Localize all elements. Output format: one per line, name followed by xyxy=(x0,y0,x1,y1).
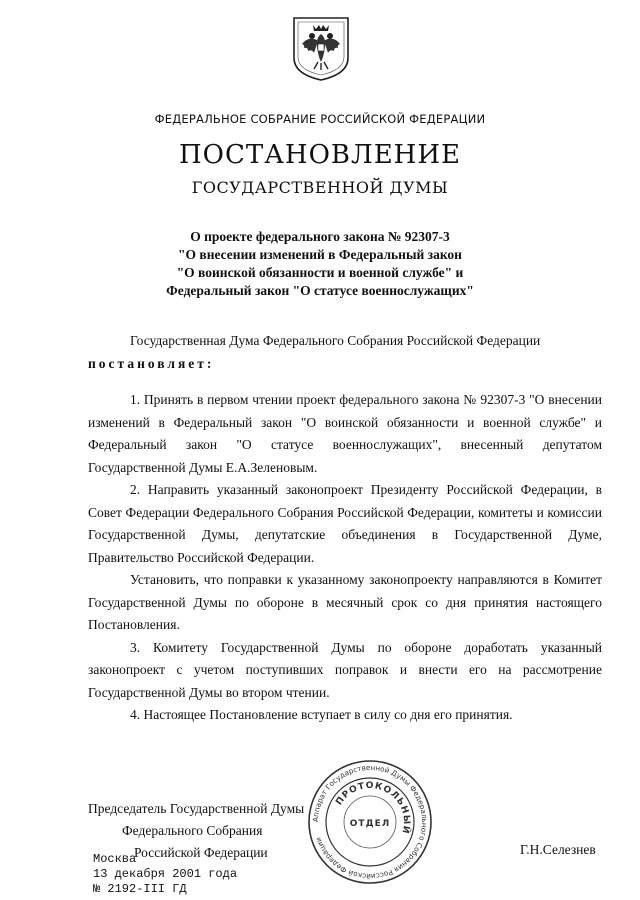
paragraph-2: 2. Направить указанный законопроект Президенту Российской Федерации, в Совет Федерации Федерального Собрания Российской Федерации, комитеты и комиссии Государственной Думы, депутатские объединения в Государственной Думе, Правительство Российской Федерации. xyxy=(88,482,602,565)
paragraph-1: 1. Принять в первом чтении проект федерального закона № 92307-3 "О внесении изменений в Федеральный закон "О воинской обязанности и военной службе" и Федеральный закон "О статусе военнослужащих", внесенный депутатом Государственной Думы Е.А.Зеленовым. xyxy=(88,392,602,475)
issue-details xyxy=(93,852,237,897)
paragraph-2-amendments: Установить, что поправки к указанному законопроекту направляются в Комитет Государственной Думы по обороне в месячный срок со дня принятия настоящего Постановления. xyxy=(88,572,602,632)
signatory-title-line: Федерального Собрания xyxy=(122,823,263,838)
document-issuer: ГОСУДАРСТВЕННОЙ ДУМЫ xyxy=(191,178,449,197)
intro-paragraph: Государственная Дума Федерального Собрания Российской Федерации xyxy=(130,333,541,348)
issue-date: 13 декабря 2001 года xyxy=(93,867,238,881)
subject-line: О проекте федерального закона № 92307-3 xyxy=(190,229,450,244)
signatory-name: Г.Н.Селезнев xyxy=(520,842,596,857)
organization-name: ФЕДЕРАЛЬНОЕ СОБРАНИЕ РОССИЙСКОЙ ФЕДЕРАЦИИ xyxy=(154,112,486,126)
signatory-title-line: Председатель Государственной Думы xyxy=(88,801,305,816)
paragraph-4: 4. Настоящее Постановление вступает в силу со дня его принятия. xyxy=(130,707,513,722)
subject-line: "О внесении изменений в Федеральный закон xyxy=(178,247,462,262)
stamp-center-text: ОТДЕЛ xyxy=(349,819,391,829)
decree-word: постановляет: xyxy=(88,355,215,371)
signatory-title-line: Российской Федерации xyxy=(134,845,268,860)
official-stamp xyxy=(306,758,434,886)
subject-line: Федеральный закон "О статусе военнослужащих" xyxy=(166,283,474,298)
document-body xyxy=(88,330,602,727)
stamp-outer-text: Аппарат Государственной Думы Федерального Собрания Российской Федерации xyxy=(310,762,430,882)
document-type: ПОСТАНОВЛЕНИЕ xyxy=(178,140,461,170)
subject-line: "О воинской обязанности и военной службе" и xyxy=(176,265,464,280)
paragraph-3: 3. Комитету Государственной Думы по обороне доработать указанный законопроект с учетом поступивших поправок и внести его на рассмотрение Государственной Думы во втором чтении. xyxy=(88,639,602,700)
stamp-ring-text: ПРОТОКОЛЬНЫЙ xyxy=(334,780,412,836)
issue-number: № 2192-III ГД xyxy=(93,882,187,896)
double-headed-eagle-icon xyxy=(290,14,352,82)
document-subject xyxy=(0,228,640,300)
issue-city: Москва xyxy=(93,852,137,866)
